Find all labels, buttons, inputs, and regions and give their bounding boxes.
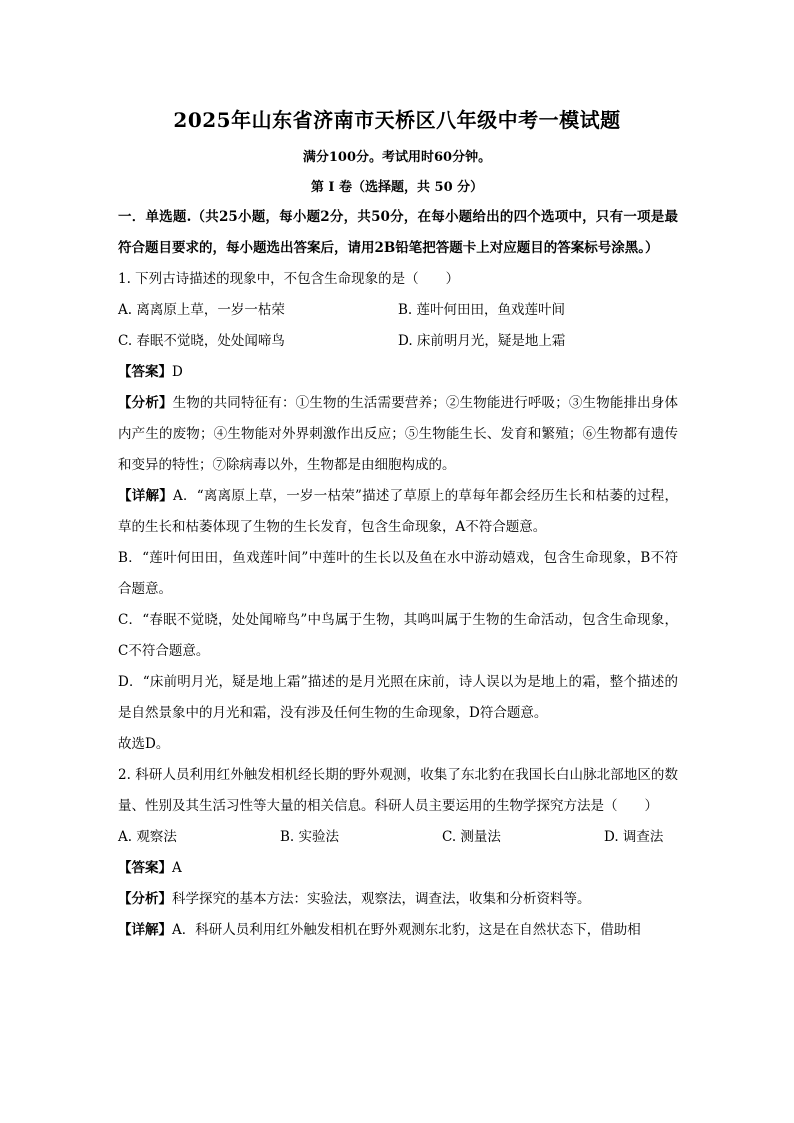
instructions: 一．单选题.（共25小题，每小题2分，共50分，在每小题给出的四个选项中，只有一项是最符合题目要求的，每小题选出答案后，请用2B铅笔把答题卡上对应题目的答案标号涂黑。） — [118, 209, 678, 256]
question-1-detail-d: D．“床前明月光，疑是地上霜”描述的是月光照在床前，诗人误以为是地上的霜，整个描述的是自然景象中的月光和霜，没有涉及任何生物的生命现象，D符合题意。 — [118, 674, 678, 721]
question-2-option-a: A. 观察法 — [118, 829, 177, 845]
question-1-option-a: A. 离离原上草，一岁一枯荣 — [118, 302, 285, 318]
answer-tag: 【答案】 — [118, 860, 172, 876]
question-1-analysis — [118, 388, 678, 481]
question-1-answer — [118, 357, 678, 388]
question-1-conclusion: 故选D。 — [118, 736, 170, 752]
answer-tag: 【答案】 — [118, 364, 172, 380]
analysis-tag: 【分析】 — [118, 395, 173, 411]
question-1-options-row-1 — [118, 295, 678, 326]
question-1-detail-c: C．“春眠不觉晓，处处闻啼鸟”中鸟属于生物，其鸣叫属于生物的生命活动，包含生命现象，C不符合题意。 — [118, 612, 678, 659]
question-2-options-row — [118, 822, 678, 853]
question-2-stem: 2. 科研人员利用红外触发相机经长期的野外观测，收集了东北豹在我国长白山脉北部地区的数量、性别及其生活习性等大量的相关信息。科研人员主要运用的生物学探究方法是（ ） — [118, 767, 678, 814]
question-1-stem: 1. 下列古诗描述的现象中，不包含生命现象的是（ ） — [118, 271, 460, 287]
question-1-option-c: C. 春眠不觉晓，处处闻啼鸟 — [118, 333, 285, 349]
exam-body — [118, 202, 678, 946]
analysis-text: 生物的共同特征有：①生物的生活需要营养；②生物能进行呼吸；③生物能排出身体内产生的废物；④生物能对外界刺激作出反应；⑤生物能生长、发育和繁殖；⑥生物都有遗传和变异的特性；⑦除病毒以外，生物都是由细胞构成的。 — [118, 395, 679, 473]
answer-value: A — [172, 860, 182, 876]
analysis-tag: 【分析】 — [118, 891, 172, 907]
question-1-options-row-2 — [118, 326, 678, 357]
page-title: 2025年山东省济南市天桥区八年级中考一模试题 — [173, 108, 621, 132]
detail-tag: 【详解】 — [118, 922, 172, 938]
section-title: 第 Ⅰ 卷（选择题，共 50 分） — [310, 180, 484, 195]
detail-tag: 【详解】 — [118, 488, 173, 504]
question-1-detail-a — [118, 481, 678, 543]
answer-value: D — [172, 364, 183, 380]
detail-text: A．科研人员利用红外触发相机在野外观测东北豹，这是在自然状态下，借助相 — [172, 922, 641, 938]
detail-text: A．“离离原上草，一岁一枯荣”描述了草原上的草每年都会经历生长和枯萎的过程，草的生长和枯萎体现了生物的生长发育，包含生命现象，A不符合题意。 — [118, 488, 679, 535]
question-2-option-c: C. 测量法 — [442, 829, 501, 845]
question-1-option-b: B. 莲叶何田田，鱼戏莲叶间 — [398, 302, 566, 318]
question-1-detail-b: B．“莲叶何田田，鱼戏莲叶间”中莲叶的生长以及鱼在水中游动嬉戏，包含生命现象，B不符合题意。 — [118, 550, 678, 597]
question-2-option-d: D. 调查法 — [604, 829, 664, 845]
exam-info: 满分100分。考试用时60分钟。 — [302, 150, 492, 165]
question-1-option-d: D. 床前明月光，疑是地上霜 — [398, 333, 566, 349]
question-2-answer — [118, 853, 678, 884]
question-2-detail-a — [118, 915, 678, 946]
question-2-analysis — [118, 884, 678, 915]
analysis-text: 科学探究的基本方法：实验法，观察法，调查法，收集和分析资料等。 — [172, 891, 591, 907]
question-2-option-b: B. 实验法 — [280, 829, 340, 845]
